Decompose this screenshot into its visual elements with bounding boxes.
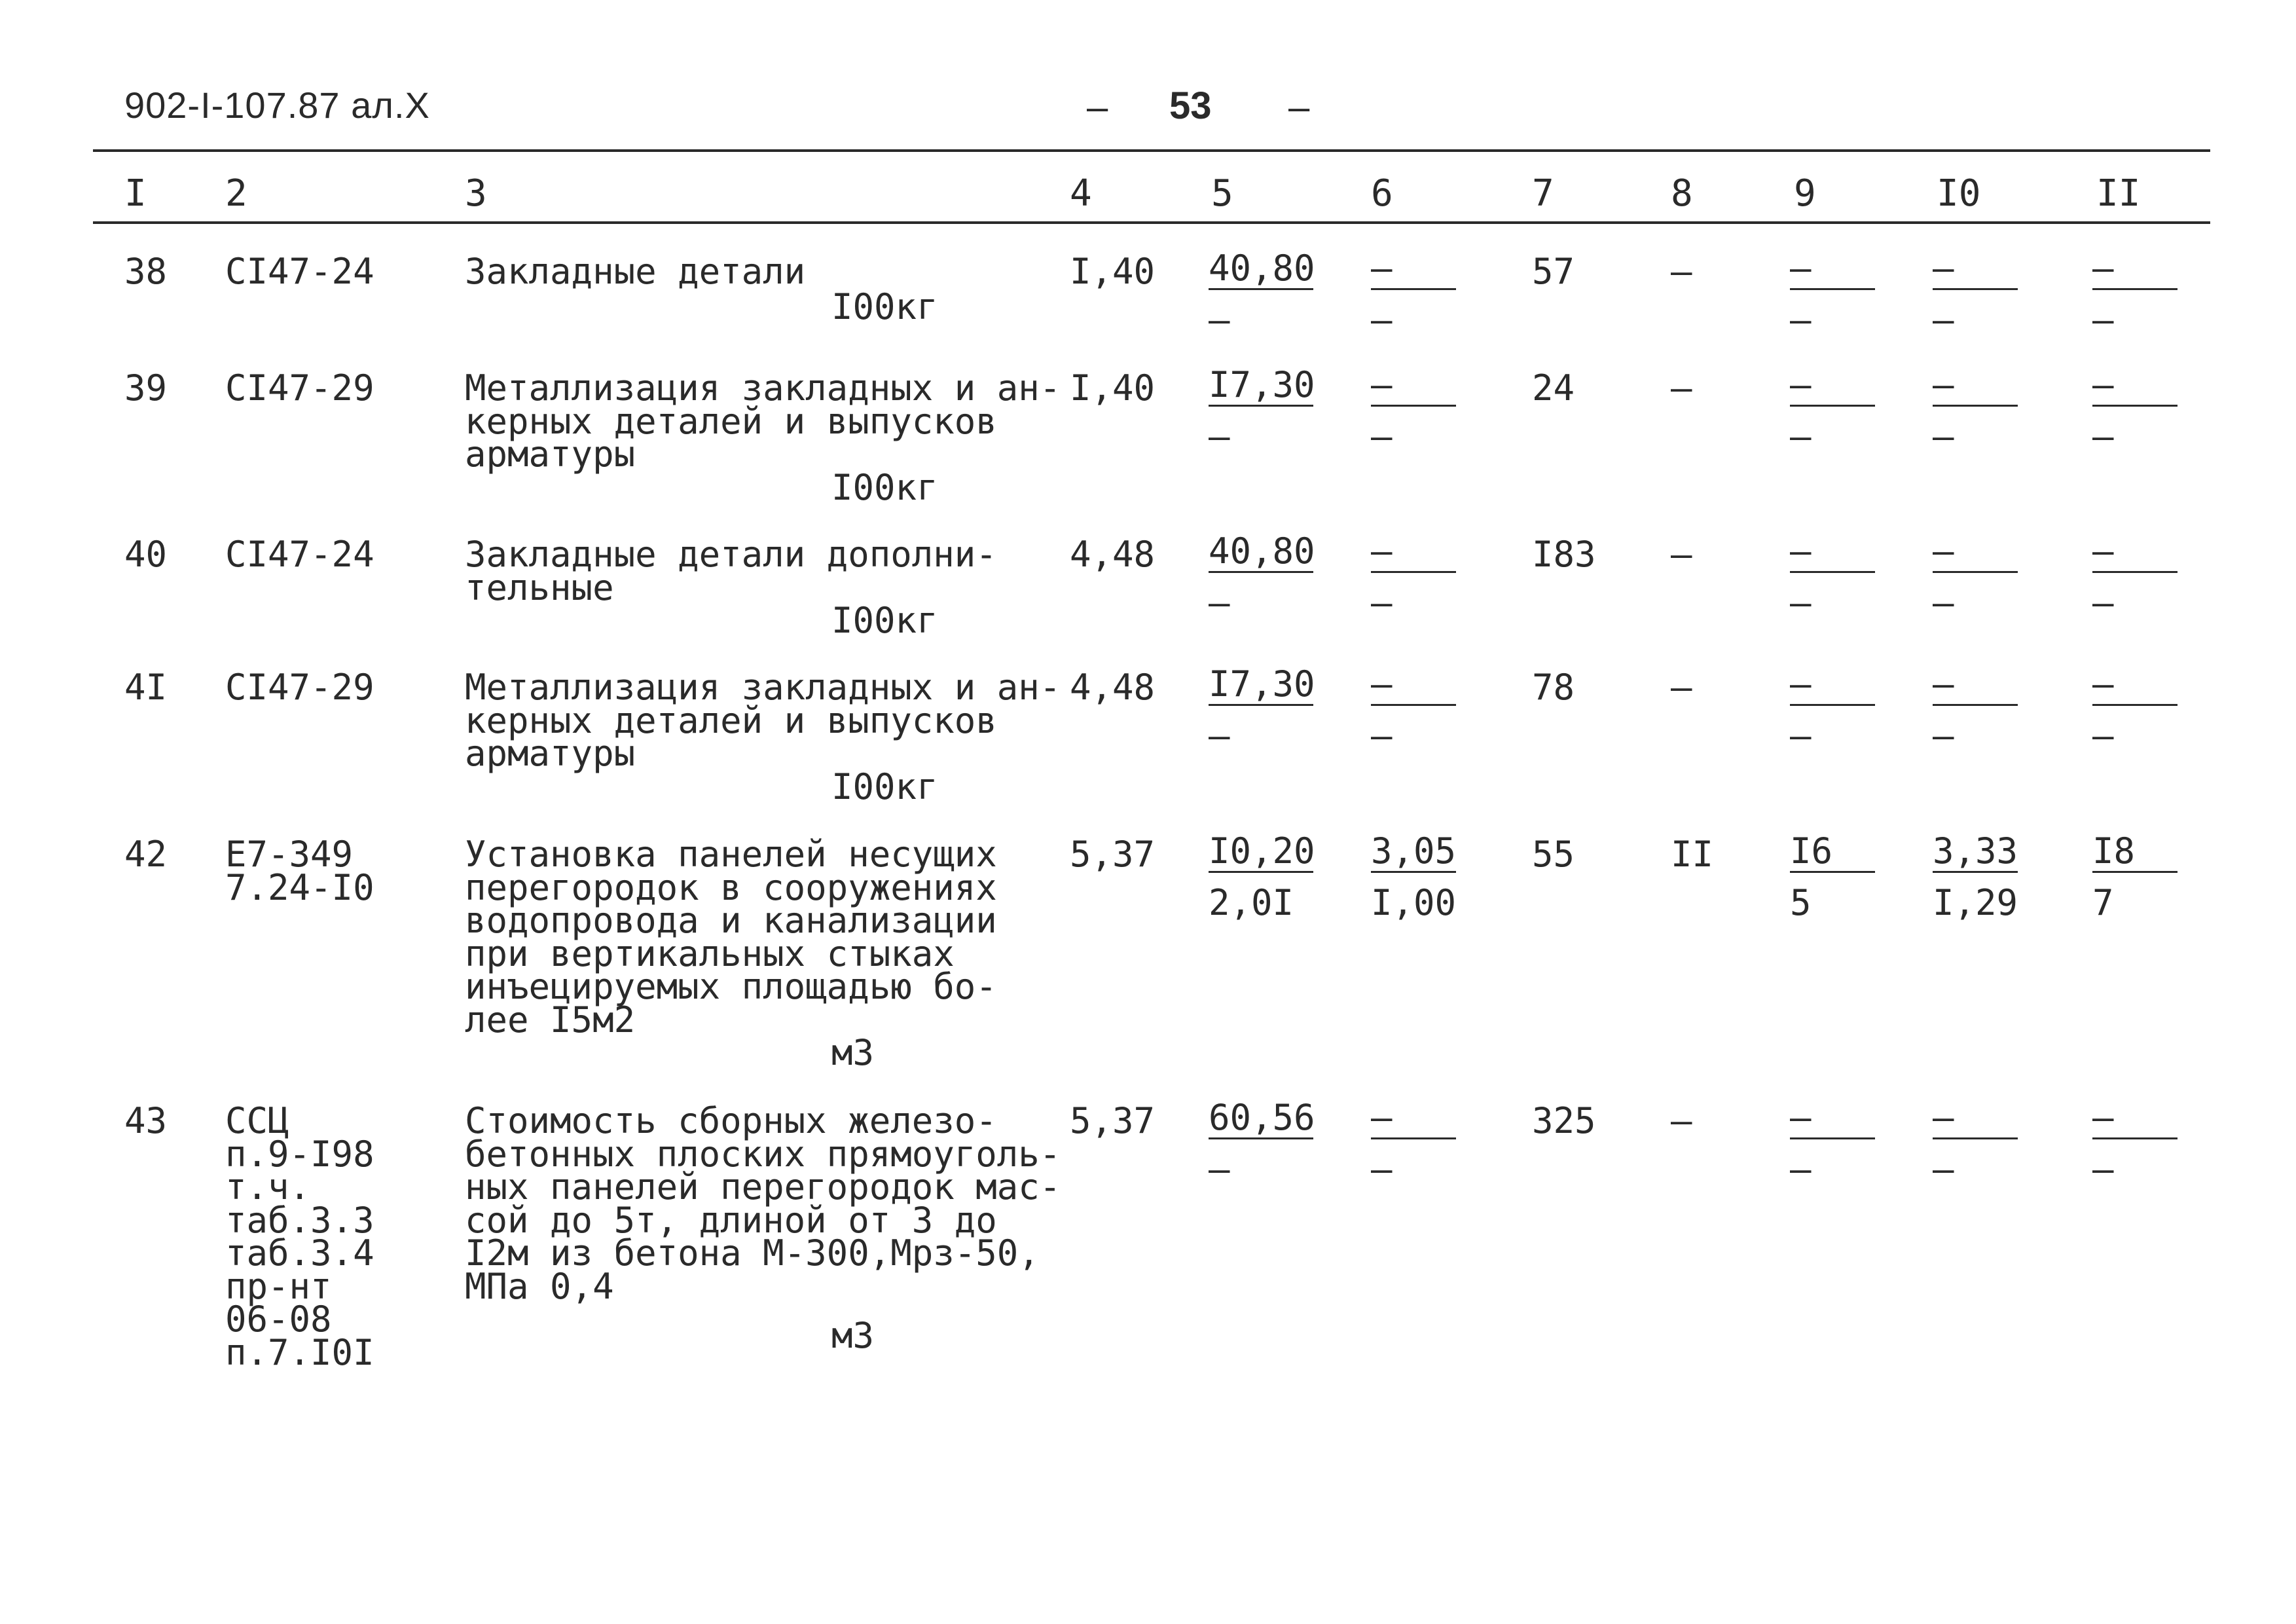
quantity: I,40 xyxy=(1070,367,1156,409)
labor-cost: – xyxy=(1671,367,1692,409)
fraction-cell xyxy=(1371,1097,1456,1190)
labor-cost: – xyxy=(1671,534,1692,575)
fraction-cell xyxy=(1209,830,1315,923)
work-description: сой до 5т, длиной от 3 до xyxy=(465,1199,997,1241)
page-number-right-dash: – xyxy=(1288,86,1310,128)
fraction-denominator: – xyxy=(1371,715,1393,756)
fraction-cell xyxy=(2092,248,2178,341)
fraction-numerator: – xyxy=(1790,1101,1875,1139)
column-header: 8 xyxy=(1671,172,1693,215)
work-description: арматуры xyxy=(465,733,636,774)
fraction-denominator: – xyxy=(1209,1149,1230,1190)
fraction-numerator: – xyxy=(1790,667,1875,706)
fraction-denominator: – xyxy=(1933,582,1954,623)
fraction-cell xyxy=(1933,1097,2018,1190)
header-top-rule xyxy=(93,149,2210,152)
rate-code: т.ч. xyxy=(225,1166,311,1208)
fraction-denominator: – xyxy=(1790,416,1812,457)
fraction-numerator: – xyxy=(2092,667,2178,706)
quantity: 5,37 xyxy=(1070,834,1156,875)
fraction-cell xyxy=(2092,830,2178,923)
fraction-cell xyxy=(1209,530,1315,623)
fraction-denominator: – xyxy=(1790,1149,1812,1190)
fraction-numerator: I7,30 xyxy=(1209,663,1315,705)
quantity: I,40 xyxy=(1070,251,1156,292)
fraction-cell xyxy=(1209,663,1315,756)
work-description: керных деталей и выпусков xyxy=(465,400,997,442)
work-description: бетонных плоских прямоуголь- xyxy=(465,1133,1061,1175)
labor-cost: – xyxy=(1671,667,1692,708)
work-description: МПа 0,4 xyxy=(465,1265,614,1307)
item-number: 38 xyxy=(124,251,168,292)
item-number: 39 xyxy=(124,367,168,409)
fraction-cell xyxy=(1371,364,1456,457)
labor-cost: – xyxy=(1671,251,1692,292)
column-header: 2 xyxy=(225,172,247,215)
quantity: 5,37 xyxy=(1070,1100,1156,1141)
fraction-numerator: I6 xyxy=(1790,834,1875,873)
fraction-denominator: – xyxy=(1790,299,1812,341)
fraction-numerator: – xyxy=(1933,667,2018,706)
fraction-numerator: – xyxy=(1790,368,1875,407)
fraction-cell xyxy=(2092,1097,2178,1190)
fraction-denominator: – xyxy=(1933,1149,1954,1190)
fraction-denominator: – xyxy=(1371,582,1393,623)
work-description: керных деталей и выпусков xyxy=(465,699,997,741)
total-cost: 325 xyxy=(1532,1100,1596,1141)
rate-code: CI47-29 xyxy=(225,367,374,409)
work-description: I2м из бетона М-300,Мрз-50, xyxy=(465,1232,1040,1274)
fraction-denominator: 5 xyxy=(1790,882,1812,923)
fraction-cell xyxy=(2092,364,2178,457)
fraction-numerator: 3,33 xyxy=(1933,830,2018,872)
rate-code: пр-нт xyxy=(225,1265,332,1307)
fraction-cell xyxy=(1209,364,1315,457)
unit-of-measure: I00кг xyxy=(831,466,938,508)
work-description: Металлизация закладных и ан- xyxy=(465,667,1061,708)
fraction-numerator: – xyxy=(1371,1101,1456,1139)
fraction-denominator: – xyxy=(1371,299,1393,341)
fraction-denominator: – xyxy=(2092,416,2114,457)
fraction-denominator: 2,0I xyxy=(1209,882,1294,923)
fraction-cell xyxy=(1790,830,1875,923)
fraction-numerator: – xyxy=(1371,368,1456,407)
fraction-numerator: – xyxy=(1371,251,1456,290)
column-header: 3 xyxy=(465,172,487,215)
fraction-cell xyxy=(2092,530,2178,623)
fraction-numerator: – xyxy=(1371,667,1456,706)
fraction-cell xyxy=(1790,663,1875,756)
page-number-left-dash: – xyxy=(1087,86,1108,128)
fraction-cell xyxy=(1371,248,1456,341)
column-header: II xyxy=(2096,172,2141,215)
rate-code: CI47-29 xyxy=(225,667,374,708)
fraction-numerator: 60,56 xyxy=(1209,1097,1315,1138)
fraction-denominator: – xyxy=(2092,715,2114,756)
work-description: тельные xyxy=(465,566,614,608)
fraction-cell xyxy=(1790,364,1875,457)
work-description: при вертикальных стыках xyxy=(465,932,955,974)
unit-of-measure: I00кг xyxy=(831,286,938,327)
labor-cost: – xyxy=(1671,1100,1692,1141)
quantity: 4,48 xyxy=(1070,667,1156,708)
work-description: ных панелей перегородок мас- xyxy=(465,1166,1061,1208)
work-description: Стоимость сборных железо- xyxy=(465,1100,997,1141)
rate-code: CI47-24 xyxy=(225,534,374,575)
item-number: 4I xyxy=(124,667,168,708)
fraction-denominator: – xyxy=(1209,299,1230,341)
fraction-cell xyxy=(1933,364,2018,457)
fraction-denominator: – xyxy=(2092,582,2114,623)
fraction-numerator: – xyxy=(2092,534,2178,573)
fraction-denominator: 7 xyxy=(2092,882,2114,923)
total-cost: 55 xyxy=(1532,834,1575,875)
rate-code: 7.24-I0 xyxy=(225,866,374,908)
rate-code: CI47-24 xyxy=(225,251,374,292)
fraction-numerator: I0,20 xyxy=(1209,830,1315,872)
fraction-denominator: I,00 xyxy=(1371,882,1457,923)
column-header: 7 xyxy=(1532,172,1554,215)
fraction-numerator: I8 xyxy=(2092,834,2178,873)
item-number: 40 xyxy=(124,534,168,575)
fraction-denominator: – xyxy=(1209,715,1230,756)
column-header: 5 xyxy=(1211,172,1233,215)
fraction-numerator: – xyxy=(2092,251,2178,290)
fraction-denominator: – xyxy=(1790,715,1812,756)
fraction-denominator: I,29 xyxy=(1933,882,2018,923)
column-header: 9 xyxy=(1794,172,1816,215)
fraction-denominator: – xyxy=(1933,715,1954,756)
work-description: Закладные детали xyxy=(465,251,806,292)
fraction-cell xyxy=(1790,530,1875,623)
fraction-cell xyxy=(1371,830,1457,923)
fraction-denominator: – xyxy=(2092,299,2114,341)
work-description: лее I5м2 xyxy=(465,999,636,1041)
total-cost: 78 xyxy=(1532,667,1575,708)
fraction-numerator: – xyxy=(1790,251,1875,290)
work-description: водопровода и канализации xyxy=(465,900,997,941)
item-number: 42 xyxy=(124,834,168,875)
fraction-denominator: – xyxy=(1933,299,1954,341)
unit-of-measure: I00кг xyxy=(831,766,938,807)
fraction-numerator: – xyxy=(2092,1101,2178,1139)
page-number: 53 xyxy=(1169,84,1212,127)
unit-of-measure: м3 xyxy=(831,1315,875,1356)
column-header: 6 xyxy=(1371,172,1393,215)
fraction-cell xyxy=(1933,530,2018,623)
rate-code: таб.3.4 xyxy=(225,1232,374,1274)
fraction-numerator: – xyxy=(2092,368,2178,407)
fraction-numerator: – xyxy=(1790,534,1875,573)
column-header: 4 xyxy=(1070,172,1092,215)
fraction-cell xyxy=(1209,1097,1315,1190)
fraction-denominator: – xyxy=(1790,582,1812,623)
fraction-numerator: – xyxy=(1933,251,2018,290)
fraction-cell xyxy=(1933,248,2018,341)
fraction-denominator: – xyxy=(1933,416,1954,457)
fraction-denominator: – xyxy=(1371,416,1393,457)
fraction-numerator: I7,30 xyxy=(1209,364,1315,405)
work-description: перегородок в сооружениях xyxy=(465,866,997,908)
work-description: Металлизация закладных и ан- xyxy=(465,367,1061,409)
fraction-numerator: – xyxy=(1933,1101,2018,1139)
fraction-numerator: – xyxy=(1371,534,1456,573)
rate-code: п.9-I98 xyxy=(225,1133,374,1175)
unit-of-measure: м3 xyxy=(831,1032,875,1073)
document-code: 902-I-107.87 ал.X xyxy=(124,84,430,126)
fraction-denominator: – xyxy=(1209,416,1230,457)
rate-code: таб.3.3 xyxy=(225,1199,374,1241)
work-description: инъецируемых площадью бо- xyxy=(465,966,997,1007)
header-bottom-rule xyxy=(93,221,2210,224)
total-cost: 24 xyxy=(1532,367,1575,409)
total-cost: 57 xyxy=(1532,251,1575,292)
fraction-cell xyxy=(2092,663,2178,756)
fraction-cell xyxy=(1790,248,1875,341)
fraction-denominator: – xyxy=(1209,582,1230,623)
fraction-numerator: – xyxy=(1933,368,2018,407)
fraction-cell xyxy=(1933,663,2018,756)
fraction-cell xyxy=(1371,663,1456,756)
fraction-numerator: 40,80 xyxy=(1209,248,1315,289)
column-header: I xyxy=(124,172,147,215)
labor-cost: II xyxy=(1671,834,1714,875)
rate-code: 06-08 xyxy=(225,1299,332,1340)
fraction-denominator: – xyxy=(2092,1149,2114,1190)
item-number: 43 xyxy=(124,1100,168,1141)
fraction-cell xyxy=(1790,1097,1875,1190)
quantity: 4,48 xyxy=(1070,534,1156,575)
fraction-numerator: 3,05 xyxy=(1371,830,1457,872)
work-description: Закладные детали дополни- xyxy=(465,534,997,575)
fraction-denominator: – xyxy=(1371,1149,1393,1190)
fraction-cell xyxy=(1209,248,1315,341)
rate-code: ССЦ xyxy=(225,1100,289,1141)
fraction-cell xyxy=(1371,530,1456,623)
fraction-cell xyxy=(1933,830,2018,923)
rate-code: п.7.I0I xyxy=(225,1331,374,1373)
column-header: I0 xyxy=(1937,172,1981,215)
work-description: Установка панелей несущих xyxy=(465,834,997,875)
work-description: арматуры xyxy=(465,434,636,475)
unit-of-measure: I00кг xyxy=(831,600,938,641)
rate-code: E7-349 xyxy=(225,834,354,875)
fraction-numerator: – xyxy=(1933,534,2018,573)
total-cost: I83 xyxy=(1532,534,1596,575)
fraction-numerator: 40,80 xyxy=(1209,530,1315,572)
